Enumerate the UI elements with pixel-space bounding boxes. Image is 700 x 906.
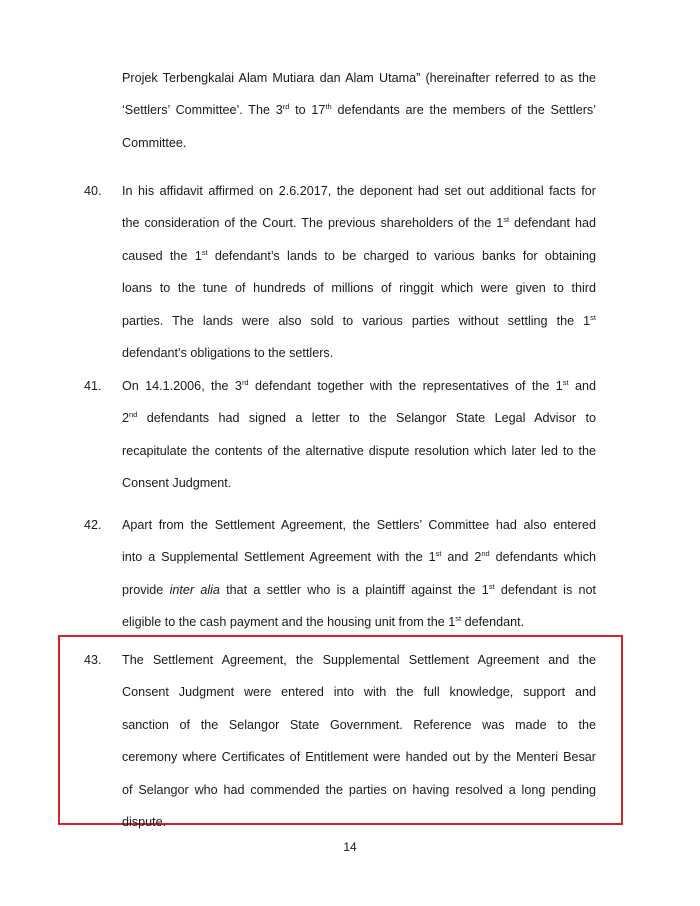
text-line: recapitulate the contents of the alternative dispute resolution which later led to the (122, 443, 596, 458)
text-line: dispute. (122, 814, 167, 829)
text-line: eligible to the cash payment and the housing unit from the 1st defendant. (122, 613, 525, 630)
paragraph-number: 40. (84, 184, 102, 198)
text-line: provide inter alia that a settler who is a plaintiff against the 1st defendant is not (122, 581, 596, 597)
text-line: Projek Terbengkalai Alam Mutiara dan Alam Utama” (hereinafter referred to as the (122, 71, 596, 85)
paragraph-number: 43. (84, 653, 102, 667)
text-line: ‘Settlers’ Committee’. The 3rd to 17th defendants are the members of the Settlers’ (122, 102, 597, 118)
text-line: The Settlement Agreement, the Supplemental Settlement Agreement and the (122, 653, 596, 667)
text-line: the consideration of the Court. The previous shareholders of the 1st defendant had (122, 215, 596, 231)
text-line: defendant’s obligations to the settlers. (122, 345, 334, 360)
paragraph-40 (84, 175, 596, 369)
paragraph-number: 42. (84, 518, 102, 532)
text-line: loans to the tune of hundreds of millions of ringgit which were given to third (122, 281, 596, 296)
text-line: sanction of the Selangor State Government. Reference was made to the (122, 717, 596, 732)
text-line: of Selangor who had commended the parties on having resolved a long pending (122, 782, 596, 797)
text-line: Apart from the Settlement Agreement, the Settlers’ Committee had also entered (122, 518, 596, 532)
text-line: Consent Judgment were entered into with the full knowledge, support and (122, 685, 596, 700)
paragraph-41 (84, 370, 597, 500)
paragraph-42 (84, 509, 596, 639)
text-line: 2nd defendants had signed a letter to the Selangor State Legal Advisor to (122, 410, 596, 426)
text-line: Committee. (122, 135, 187, 150)
paragraph-43 (84, 644, 596, 838)
paragraph-continuation (104, 62, 596, 159)
text-line: Consent Judgment. (122, 476, 232, 491)
text-line: On 14.1.2006, the 3rd defendant together with the representatives of the 1st and (122, 377, 597, 393)
text-line: parties. The lands were also sold to various parties without settling the 1st (122, 312, 596, 328)
page-number: 14 (343, 840, 357, 854)
text-line: into a Supplemental Settlement Agreement with the 1st and 2nd defendants which (122, 549, 596, 565)
text-line: ceremony where Certificates of Entitlement were handed out by the Menteri Besar (122, 750, 596, 765)
text-line: caused the 1st defendant’s lands to be charged to various banks for obtaining (122, 247, 596, 263)
paragraph-number: 41. (84, 379, 102, 393)
text-line: In his affidavit affirmed on 2.6.2017, the deponent had set out additional facts for (122, 184, 596, 198)
